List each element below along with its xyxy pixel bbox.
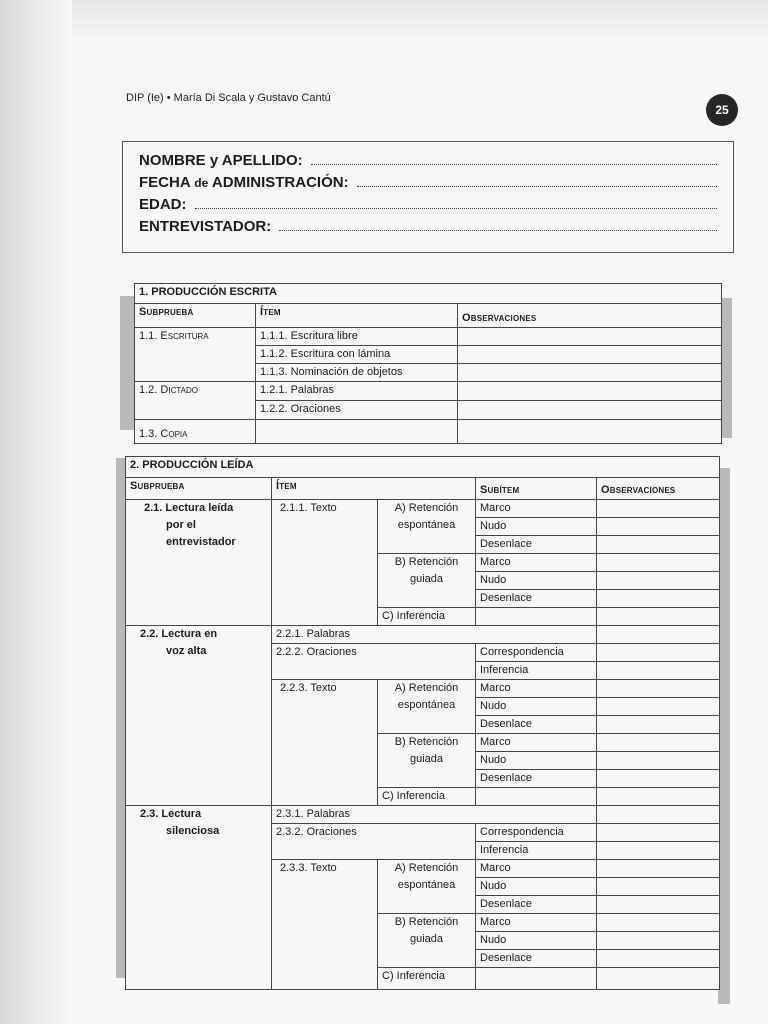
subitem-2-2-3-a-nudo: Nudo: [476, 698, 597, 716]
retention-guided-2-1-line2: guiada: [409, 573, 444, 585]
retention-spontaneous-2-1-line1: A) Retención: [394, 502, 459, 514]
subtest-2-1-line1: 2.1. Lectura leída: [144, 502, 234, 514]
item-2-3-3: 2.3.3. Texto: [272, 860, 378, 990]
obs-2-3-3-b-desenlace[interactable]: [597, 950, 720, 968]
subtest-2-2-line1: 2.2. Lectura en: [140, 628, 218, 640]
retention-guided-2-2-line1: B) Retención: [394, 736, 459, 748]
date-row: [139, 174, 717, 196]
inference-2-2-3-c: C) Inferencia: [378, 788, 476, 806]
section1-shadow-left: [120, 296, 134, 430]
item-2-2-1: 2.2.1. Palabras: [272, 626, 597, 644]
obs-2-1-b-marco[interactable]: [597, 554, 720, 572]
retention-guided-2-3-line1: B) Retención: [394, 916, 459, 928]
page-top-shadow: [0, 0, 768, 44]
obs-2-2-2-correspondencia[interactable]: [597, 644, 720, 662]
section2-header-observations: Observaciones: [597, 478, 720, 500]
subitem-2-1-b-nudo: Nudo: [476, 572, 597, 590]
date-label: [139, 174, 349, 191]
subitem-2-3-3-a-marco: Marco: [476, 860, 597, 878]
section1-header-observations: Observaciones: [458, 304, 722, 328]
obs-2-3-3-a-desenlace[interactable]: [597, 896, 720, 914]
obs-2-3-3-a-marco[interactable]: [597, 860, 720, 878]
subitem-2-1-a-desenlace: Desenlace: [476, 536, 597, 554]
item-2-3-2: 2.3.2. Oraciones: [272, 824, 476, 860]
inference-2-1-c: C) Inferencia: [378, 608, 476, 626]
subitem-2-3-3-b-marco: Marco: [476, 914, 597, 932]
date-label-suffix: ADMINISTRACIÓN:: [211, 174, 349, 191]
obs-2-3-3-a-nudo[interactable]: [597, 878, 720, 896]
obs-2-2-3-b-nudo[interactable]: [597, 752, 720, 770]
obs-2-2-3-c[interactable]: [597, 788, 720, 806]
subitem-2-3-3-a-desenlace: Desenlace: [476, 896, 597, 914]
section2-header-subitem: Subítem: [476, 478, 597, 500]
obs-2-1-a-nudo[interactable]: [597, 518, 720, 536]
retention-spontaneous-2-3-line1: A) Retención: [394, 862, 459, 874]
name-row: [139, 152, 717, 174]
interviewer-field[interactable]: [279, 220, 717, 231]
item-2-2-2: 2.2.2. Oraciones: [272, 644, 476, 680]
item-2-3-1: 2.3.1. Palabras: [272, 806, 597, 824]
subitem-2-3-3-a-nudo: Nudo: [476, 878, 597, 896]
obs-1-1-2[interactable]: [458, 346, 722, 364]
item-1-1-3: 1.1.3. Nominación de objetos: [256, 364, 458, 382]
obs-1-1-3[interactable]: [458, 364, 722, 382]
section2-table: [125, 456, 720, 990]
obs-2-2-3-a-marco[interactable]: [597, 680, 720, 698]
subtest-2-3-line2: silenciosa: [166, 825, 220, 837]
date-label-prefix: FECHA: [139, 174, 191, 191]
obs-2-1-b-nudo[interactable]: [597, 572, 720, 590]
age-label: EDAD:: [139, 196, 187, 213]
retention-guided-2-3-line2: guiada: [409, 933, 444, 945]
obs-1-2-1[interactable]: [458, 382, 722, 401]
section2-header-item: Ítem: [272, 478, 476, 500]
section1-table: [134, 283, 722, 444]
subitem-2-2-3-a-marco: Marco: [476, 680, 597, 698]
subitem-2-3-3-b-desenlace: Desenlace: [476, 950, 597, 968]
obs-1-3[interactable]: [458, 420, 722, 444]
obs-2-3-3-b-marco[interactable]: [597, 914, 720, 932]
subitem-2-3-3-b-nudo: Nudo: [476, 932, 597, 950]
subitem-2-1-a-nudo: Nudo: [476, 518, 597, 536]
item-1-3: [256, 420, 458, 444]
obs-1-2-2[interactable]: [458, 401, 722, 420]
item-1-1-1: 1.1.1. Escritura libre: [256, 328, 458, 346]
inference-2-3-3-c: C) Inferencia: [378, 968, 476, 990]
subitem-2-2-2-inferencia: Inferencia: [476, 662, 597, 680]
interviewer-row: [139, 218, 717, 240]
retention-guided-2-1-line1: B) Retención: [394, 556, 459, 568]
obs-2-1-c[interactable]: [597, 608, 720, 626]
retention-spontaneous-2-2-line2: espontánea: [397, 699, 456, 711]
subtest-2-2-line2: voz alta: [166, 645, 207, 657]
retention-spontaneous-2-1-line2: espontánea: [397, 519, 456, 531]
subitem-2-1-b-marco: Marco: [476, 554, 597, 572]
item-1-1-2: 1.1.2. Escritura con lámina: [256, 346, 458, 364]
page-number-badge: 25: [706, 94, 738, 126]
page-binding-shadow: [0, 0, 72, 1024]
identification-box: [122, 141, 734, 253]
obs-2-3-3-c[interactable]: [597, 968, 720, 990]
obs-2-2-2-inferencia[interactable]: [597, 662, 720, 680]
subitem-2-2-2-correspondencia: Correspondencia: [476, 644, 597, 662]
retention-spontaneous-2-3-line2: espontánea: [397, 879, 456, 891]
obs-2-2-3-b-marco[interactable]: [597, 734, 720, 752]
item-2-2-3: 2.2.3. Texto: [272, 680, 378, 806]
subitem-2-2-3-a-desenlace: Desenlace: [476, 716, 597, 734]
obs-2-1-a-marco[interactable]: [597, 500, 720, 518]
subtest-2-3-line1: 2.3. Lectura: [140, 808, 202, 820]
subitem-2-2-3-b-marco: Marco: [476, 734, 597, 752]
obs-2-2-3-a-desenlace[interactable]: [597, 716, 720, 734]
obs-2-3-2-correspondencia[interactable]: [597, 824, 720, 842]
interviewer-label: ENTREVISTADOR:: [139, 218, 272, 235]
obs-2-3-2-inferencia[interactable]: [597, 842, 720, 860]
running-head: DIP (Ie) • María Di Scala y Gustavo Cantú: [126, 92, 331, 104]
obs-1-1-1[interactable]: [458, 328, 722, 346]
item-2-1-1: 2.1.1. Texto: [272, 500, 378, 626]
retention-spontaneous-2-2-line1: A) Retención: [394, 682, 459, 694]
subtest-2-1-line3: entrevistador: [166, 536, 236, 548]
section1-header-item: Ítem: [256, 304, 458, 328]
subitem-2-3-3-c-empty: [476, 968, 597, 990]
obs-2-2-3-a-nudo[interactable]: [597, 698, 720, 716]
subtest-1-3: 1.3. Copia: [139, 428, 188, 440]
section1-header-subtest: Subprueba: [135, 304, 256, 328]
subitem-2-2-3-b-desenlace: Desenlace: [476, 770, 597, 788]
subitem-2-3-2-inferencia: Inferencia: [476, 842, 597, 860]
subtest-2-1-line2: por el: [166, 519, 196, 531]
obs-2-2-3-b-desenlace[interactable]: [597, 770, 720, 788]
age-row: [139, 196, 717, 218]
item-1-2-1: 1.2.1. Palabras: [256, 382, 458, 401]
age-field[interactable]: [195, 198, 718, 209]
section2-title: 2. PRODUCCIÓN LEÍDA: [126, 457, 720, 478]
obs-2-2-1[interactable]: [597, 626, 720, 644]
retention-guided-2-2-line2: guiada: [409, 753, 444, 765]
date-label-de: de: [194, 176, 209, 190]
obs-2-3-3-b-nudo[interactable]: [597, 932, 720, 950]
section1-title: 1. PRODUCCIÓN ESCRITA: [135, 284, 722, 304]
subtest-1-1: 1.1. Escritura: [139, 330, 209, 342]
section2-header-subtest: Subprueba: [126, 478, 272, 500]
name-field[interactable]: [311, 154, 717, 165]
obs-2-3-1[interactable]: [597, 806, 720, 824]
subitem-2-2-3-b-nudo: Nudo: [476, 752, 597, 770]
name-label: NOMBRE y APELLIDO:: [139, 152, 303, 169]
obs-2-1-a-desenlace[interactable]: [597, 536, 720, 554]
subtest-1-2: 1.2. Dictado: [139, 384, 198, 396]
item-1-2-2: 1.2.2. Oraciones: [256, 401, 458, 420]
date-field[interactable]: [357, 176, 717, 187]
subitem-2-1-b-desenlace: Desenlace: [476, 590, 597, 608]
subitem-2-3-2-correspondencia: Correspondencia: [476, 824, 597, 842]
subitem-2-2-3-c-empty: [476, 788, 597, 806]
obs-2-1-b-desenlace[interactable]: [597, 590, 720, 608]
subitem-2-1-a-marco: Marco: [476, 500, 597, 518]
subitem-2-1-c-empty: [476, 608, 597, 626]
